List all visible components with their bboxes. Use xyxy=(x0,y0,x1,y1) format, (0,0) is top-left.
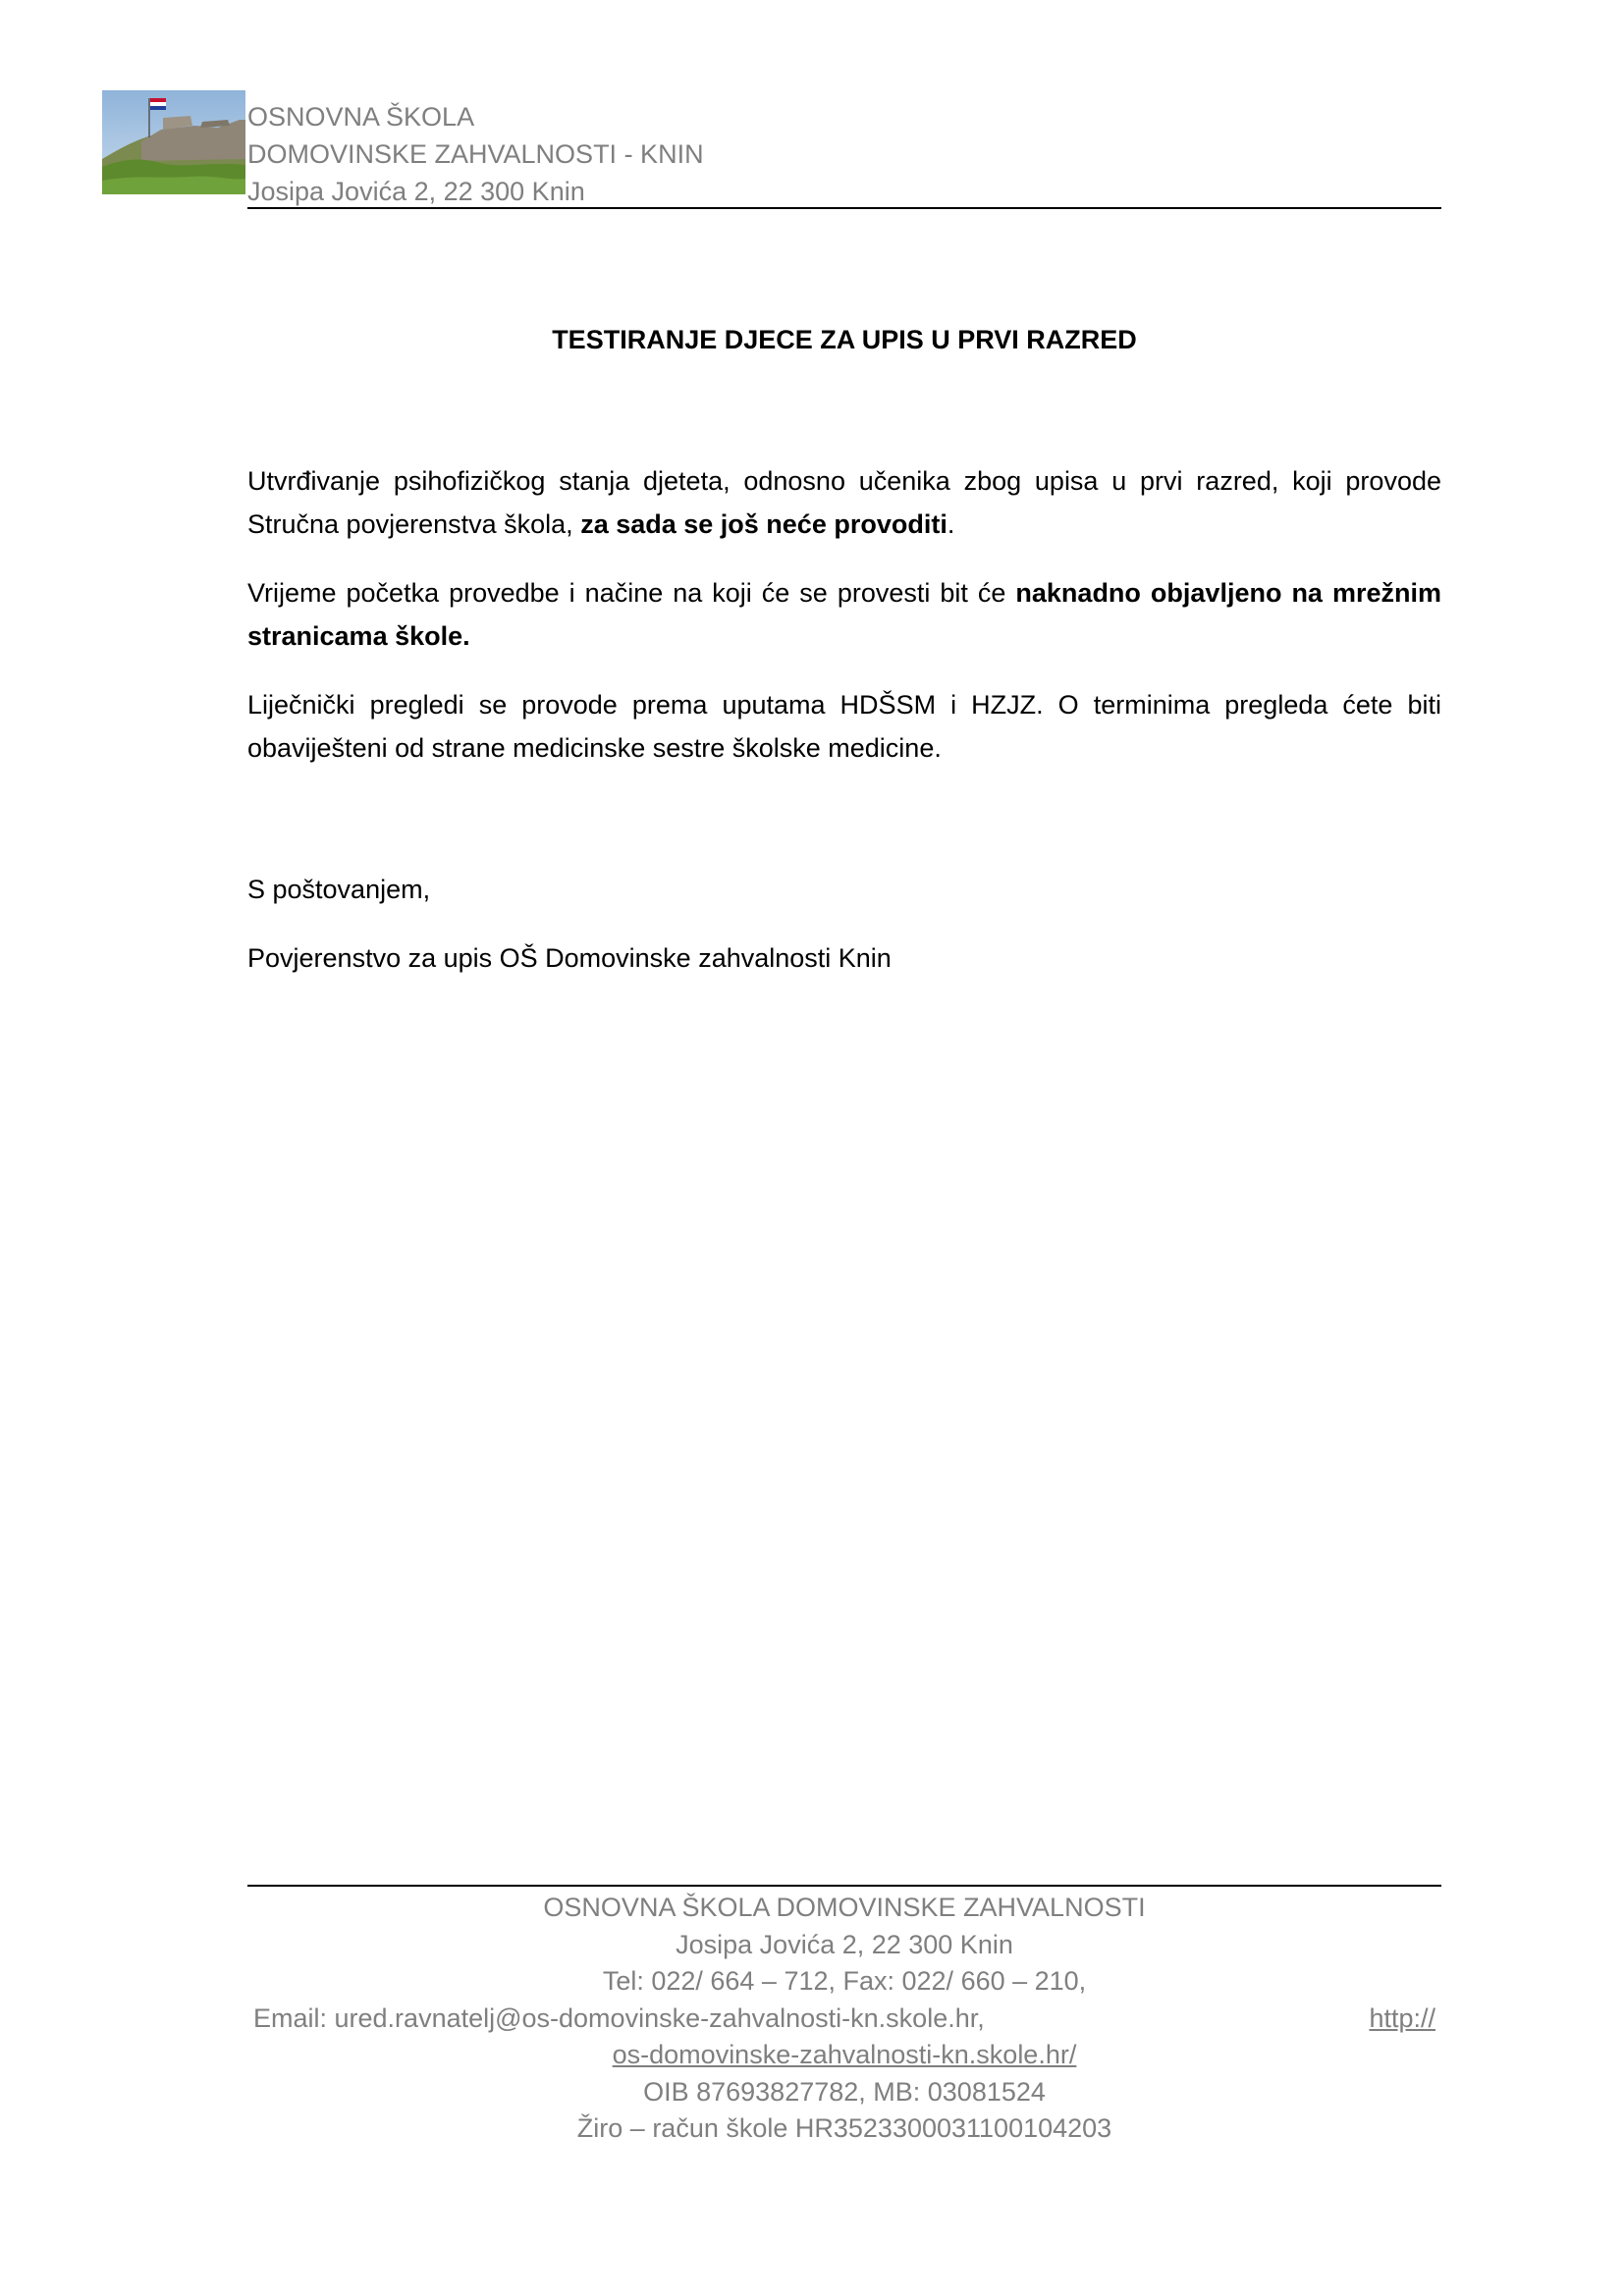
header-school-name: OSNOVNA ŠKOLA xyxy=(247,102,475,132)
footer xyxy=(247,1890,1441,2148)
paragraph-2-text: Vrijeme početka provedbe i načine na koji će se provesti bit će xyxy=(247,578,1016,608)
header-school-subtitle: DOMOVINSKE ZAHVALNOSTI - KNIN xyxy=(247,139,704,169)
signature: Povjerenstvo za upis OŠ Domovinske zahvalnosti Knin xyxy=(247,943,892,973)
paragraph-1-text: Utvrđivanje psihofizičkog stanja djeteta, odnosno učenika zbog upisa u prvi razred, koji provode Stručna povjerenstva škola, xyxy=(247,466,1441,539)
footer-divider xyxy=(247,1885,1441,1887)
footer-web-link-prefix[interactable]: http:// xyxy=(1369,2002,1435,2033)
footer-web-link[interactable]: os-domovinske-zahvalnosti-kn.skole.hr/ xyxy=(612,2040,1077,2069)
footer-address: Josipa Jovića 2, 22 300 Knin xyxy=(676,1929,1013,1959)
school-logo xyxy=(102,90,245,194)
footer-email-row xyxy=(247,2001,1441,2038)
header-divider xyxy=(247,207,1441,209)
header-school-info xyxy=(247,98,704,210)
footer-email: Email: ured.ravnatelj@os-domovinske-zahvalnosti-kn.skole.hr, xyxy=(253,2002,985,2033)
footer-oib: OIB 87693827782, MB: 03081524 xyxy=(643,2076,1046,2107)
paragraph-1 xyxy=(247,459,1441,546)
footer-phone: Tel: 022/ 664 – 712, Fax: 022/ 660 – 210, xyxy=(602,1966,1087,1996)
greeting: S poštovanjem, xyxy=(247,875,431,904)
paragraph-2 xyxy=(247,571,1441,658)
document-title: TESTIRANJE DJECE ZA UPIS U PRVI RAZRED xyxy=(552,325,1137,354)
footer-account: Žiro – račun škole HR3523300031100104203 xyxy=(576,2113,1112,2143)
paragraph-2-emphasis: naknadno objavljeno na mrežnim stranicama škole. xyxy=(247,578,1441,651)
document-body xyxy=(247,459,1441,795)
fortress-photo-icon xyxy=(102,90,245,194)
paragraph-1-emphasis: za sada se još neće provoditi xyxy=(580,509,947,539)
header-address: Josipa Jovića 2, 22 300 Knin xyxy=(247,177,585,206)
footer-school-name: OSNOVNA ŠKOLA DOMOVINSKE ZAHVALNOSTI xyxy=(543,1893,1146,1922)
paragraph-1-end: . xyxy=(947,509,955,539)
paragraph-3: Liječnički pregledi se provode prema uputama HDŠSM i HZJZ. O terminima pregleda ćete biti obaviješteni od strane medicinske sestre školske medicine. xyxy=(247,690,1441,763)
closing-block xyxy=(247,868,1441,1005)
